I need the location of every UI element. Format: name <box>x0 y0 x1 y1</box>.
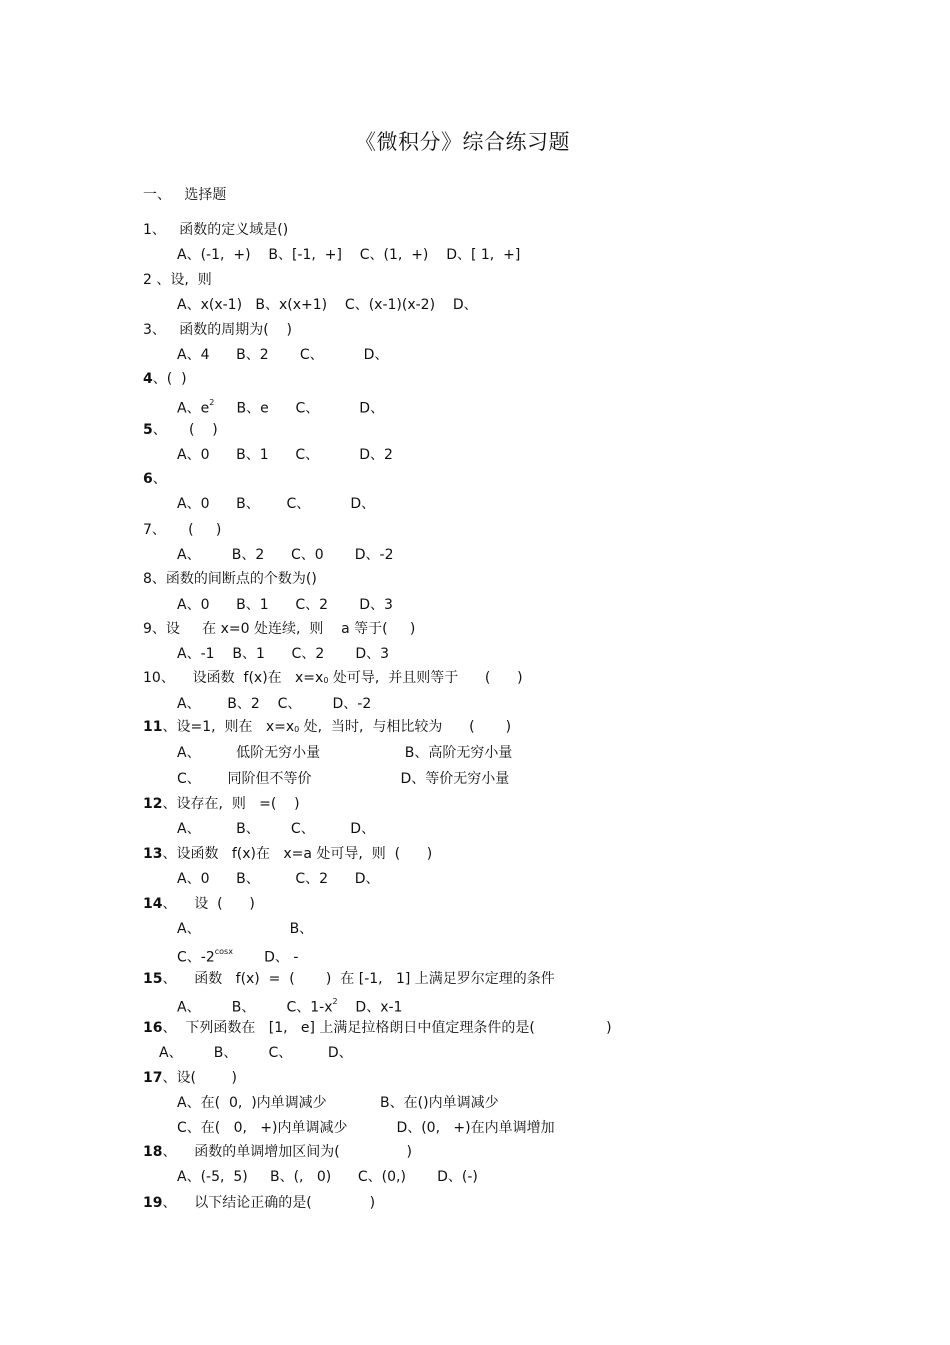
superscript: 2 <box>332 997 338 1006</box>
question-16 <box>143 1019 612 1037</box>
question-11-options-ab: A、 低阶无穷小量 B、高阶无穷小量 <box>177 745 513 761</box>
superscript: 2 <box>209 398 215 407</box>
question-text-cont: 处, 当时, 与相比较为 ( ) <box>299 719 512 735</box>
question-17-options-ab: A、在( 0, )内单调减少 B、在()内单调减少 <box>177 1095 499 1111</box>
question-15-options <box>177 995 402 1017</box>
question-9-options: A、-1 B、1 C、2 D、3 <box>177 646 390 662</box>
question-text: 、设函数 f(x)在 x=a 处可导, 则 ( ) <box>162 846 433 862</box>
question-text: 、 ( ) <box>152 422 218 438</box>
superscript: cosx <box>214 947 233 956</box>
question-number: 6 <box>143 471 153 487</box>
question-9: 9、设 在 x=0 处连续, 则 a 等于( ) <box>143 621 416 637</box>
options-text-cont: D、x-1 <box>337 999 403 1016</box>
question-number: 17 <box>143 1070 163 1086</box>
question-number: 11 <box>143 719 163 735</box>
question-13-options: A、0 B、 C、2 D、 <box>177 871 380 887</box>
question-number: 12 <box>143 796 163 812</box>
question-text: 、 设 ( ) <box>162 896 255 912</box>
question-5-options: A、0 B、1 C、 D、2 <box>177 447 393 463</box>
question-3: 3、 函数的周期为( ) <box>143 322 292 338</box>
question-1-options: A、(-1, +) B、[-1, +] C、(1, +) D、[ 1, +] <box>177 247 521 263</box>
question-14 <box>143 895 255 913</box>
question-1: 1、 函数的定义域是() <box>143 222 289 238</box>
question-17-options-cd: C、在( 0, +)内单调减少 D、(0, +)在内单调增加 <box>177 1120 555 1136</box>
question-4 <box>143 370 187 388</box>
question-number: 19 <box>143 1195 163 1211</box>
question-18 <box>143 1143 412 1161</box>
question-number: 15 <box>143 971 163 987</box>
question-text: 、 下列函数在 [1, e] 上满足拉格朗日中值定理条件的是( ) <box>162 1020 612 1036</box>
subscript: 0 <box>294 725 300 734</box>
question-15 <box>143 970 555 988</box>
option-rest: B、e C、 D、 <box>214 400 385 417</box>
options-text: A、 B、 C、1-x <box>177 999 333 1016</box>
question-text: 、 <box>152 471 167 487</box>
question-18-options: A、(-5, 5) B、(, 0) C、(0,) D、(-) <box>177 1169 478 1185</box>
question-3-options: A、4 B、2 C、 D、 <box>177 347 389 363</box>
section-heading: 一、 选择题 <box>143 187 227 203</box>
question-8: 8、函数的间断点的个数为() <box>143 571 317 587</box>
question-number: 16 <box>143 1020 163 1036</box>
subscript: 0 <box>323 676 329 685</box>
question-12-options: A、 B、 C、 D、 <box>177 821 376 837</box>
question-number: 13 <box>143 846 163 862</box>
question-text: 、 以下结论正确的是( ) <box>162 1195 376 1211</box>
option-a: A、e <box>177 400 210 417</box>
question-13 <box>143 845 432 863</box>
question-19 <box>143 1194 375 1212</box>
question-text: 、 函数的单调增加区间为( ) <box>162 1144 412 1160</box>
question-6 <box>143 470 167 488</box>
question-text: 、 函数 f(x) = ( ) 在 [-1, 1] 上满足罗尔定理的条件 <box>162 971 555 987</box>
question-10 <box>143 669 523 689</box>
question-5 <box>143 421 218 439</box>
question-number: 4 <box>143 371 153 387</box>
document-title: 《微积分》综合练习题 <box>355 130 570 154</box>
question-number: 5 <box>143 422 153 438</box>
question-11 <box>143 718 511 738</box>
question-text: 10、 设函数 f(x)在 x=x <box>143 670 324 686</box>
question-number: 18 <box>143 1144 163 1160</box>
question-text: 、设存在, 则 =( ) <box>162 796 300 812</box>
question-7: 7、 ( ) <box>143 522 222 538</box>
question-2: 2 、设, 则 <box>143 272 212 288</box>
question-text: 、设( ) <box>162 1070 238 1086</box>
question-2-options: A、x(x-1) B、x(x+1) C、(x-1)(x-2) D、 <box>177 297 478 313</box>
question-8-options: A、0 B、1 C、2 D、3 <box>177 597 393 613</box>
option-d: D、 - <box>232 949 299 966</box>
question-text: 、( ) <box>152 371 187 387</box>
question-text-cont: 处可导, 并且则等于 ( ) <box>328 670 523 686</box>
question-7-options: A、 B、2 C、0 D、-2 <box>177 547 394 563</box>
question-4-options <box>177 396 384 418</box>
question-11-options-cd: C、 同阶但不等价 D、等价无穷小量 <box>177 771 510 787</box>
question-12 <box>143 795 300 813</box>
question-17 <box>143 1069 237 1087</box>
question-14-options-ab: A、 B、 <box>177 921 314 937</box>
option-c: C、-2 <box>177 949 215 966</box>
question-16-options: A、 B、 C、 D、 <box>159 1045 353 1061</box>
question-number: 14 <box>143 896 163 912</box>
question-text: 、设=1, 则在 x=x <box>162 719 295 735</box>
question-10-options: A、 B、2 C、 D、-2 <box>177 696 372 712</box>
question-14-options-cd <box>177 945 298 967</box>
question-6-options: A、0 B、 C、 D、 <box>177 496 376 512</box>
